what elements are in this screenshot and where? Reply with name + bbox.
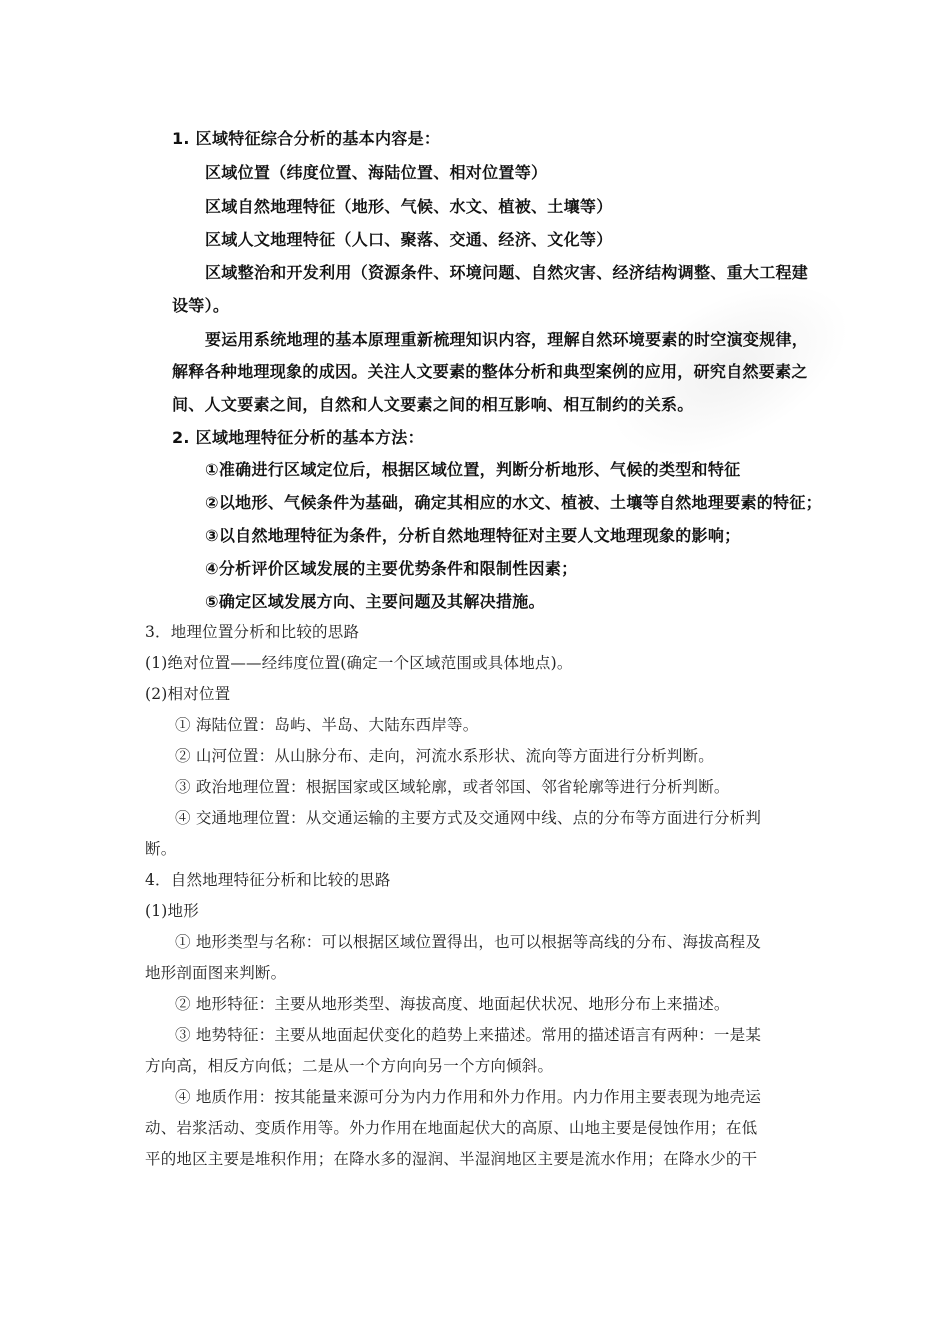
section-2-item: ③以自然地理特征为条件，分析自然地理特征对主要人文地理现象的影响； [205,526,741,545]
section-1-item: 区域整治和开发利用（资源条件、环境问题、自然灾害、经济结构调整、重大工程建 [205,263,809,282]
section-3-item: ① 海陆位置：岛屿、半岛、大陆东西岸等。 [175,716,479,734]
section-3-item: ③ 政治地理位置：根据国家或区域轮廓，或者邻国、邻省轮廓等进行分析判断。 [175,778,730,796]
section-2-item: ②以地形、气候条件为基础，确定其相应的水文、植被、土壤等自然地理要素的特征； [205,493,822,512]
section-3-item: ② 山河位置：从山脉分布、走向，河流水系形状、流向等方面进行分析判断。 [175,747,714,765]
section-4-heading: 4．自然地理特征分析和比较的思路 [145,871,391,889]
section-4-line: ① 地形类型与名称：可以根据区域位置得出，也可以根据等高线的分布、海拔高程及 [175,933,762,951]
section-1-item-continued: 设等）。 [172,296,230,315]
section-4-line: ④ 地质作用：按其能量来源可分为内力作用和外力作用。内力作用主要表现为地壳运 [175,1088,762,1106]
section-1-heading: 1. 区域特征综合分析的基本内容是： [172,129,441,148]
section-3-item-continued: 断。 [145,840,177,858]
section-1-paragraph-line: 间、人文要素之间，自然和人文要素之间的相互影响、相互制约的关系。 [172,395,694,414]
section-4-line: 平的地区主要是堆积作用；在降水多的湿润、半湿润地区主要是流水作用；在降水少的干 [145,1150,758,1168]
section-4-sub: (1)地形 [145,902,199,920]
section-1-paragraph-line: 要运用系统地理的基本原理重新梳理知识内容，理解自然环境要素的时空演变规律， [205,330,809,349]
section-4-line: 动、岩浆活动、变质作用等。外力作用在地面起伏大的高原、山地主要是侵蚀作用；在低 [145,1119,758,1137]
section-4-line: ② 地形特征：主要从地形类型、海拔高度、地面起伏状况、地形分布上来描述。 [175,995,730,1013]
section-3-item: ④ 交通地理位置：从交通运输的主要方式及交通网中线、点的分布等方面进行分析判 [175,809,762,827]
section-2-item: ⑤确定区域发展方向、主要问题及其解决措施。 [205,592,545,611]
section-3-heading: 3．地理位置分析和比较的思路 [145,623,360,641]
section-1-item: 区域人文地理特征（人口、聚落、交通、经济、文化等） [205,230,613,249]
section-1-paragraph-line: 解释各种地理现象的成因。关注人文要素的整体分析和典型案例的应用，研究自然要素之 [172,362,808,381]
section-2-heading: 2. 区域地理特征分析的基本方法： [172,428,424,447]
section-2-item: ④分析评价区域发展的主要优势条件和限制性因素； [205,559,578,578]
section-3-sub: (2)相对位置 [145,685,231,703]
section-4-line: 方向高，相反方向低；二是从一个方向向另一个方向倾斜。 [145,1057,554,1075]
section-3-sub: (1)绝对位置——经纬度位置(确定一个区域范围或具体地点)。 [145,654,573,672]
section-1-item: 区域位置（纬度位置、海陆位置、相对位置等） [205,163,548,182]
section-2-item: ①准确进行区域定位后，根据区域位置，判断分析地形、气候的类型和特征 [205,460,741,479]
section-1-item: 区域自然地理特征（地形、气候、水文、植被、土壤等） [205,197,613,216]
section-4-line: ③ 地势特征：主要从地面起伏变化的趋势上来描述。常用的描述语言有两种：一是某 [175,1026,762,1044]
section-4-line: 地形剖面图来判断。 [145,964,287,982]
